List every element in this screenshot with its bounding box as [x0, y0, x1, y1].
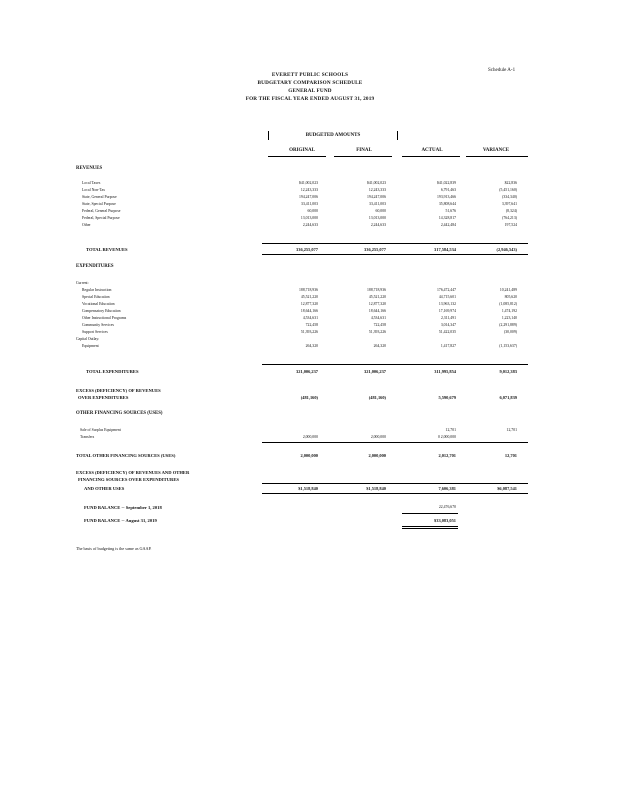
- original-value: $1,518,840: [298, 486, 318, 491]
- final-value: 321,006,237: [364, 369, 386, 374]
- variance-value: 1,223,140: [501, 316, 517, 320]
- column-actual: ACTUAL: [421, 148, 443, 153]
- original-value: 45,521,220: [300, 295, 318, 299]
- row-label: TOTAL OTHER FINANCING SOURCES (USES): [76, 453, 176, 458]
- line-item-row: [0, 288, 618, 295]
- current-heading-row: [0, 281, 618, 288]
- variance-value: 12,701: [504, 453, 517, 458]
- original-value: 2,000,000: [302, 435, 318, 439]
- final-value: 264,320: [373, 344, 386, 348]
- actual-value: 6,791,463: [440, 188, 456, 192]
- subtotal-rule: [402, 513, 458, 514]
- line-item-row: [0, 316, 618, 323]
- variance-value: 805,620: [504, 295, 517, 299]
- line-item-row: [0, 337, 618, 344]
- variance-value: 197,524: [504, 223, 517, 227]
- row-label: Local Non-Tax: [82, 188, 106, 192]
- variance-value: 6,071,839: [499, 395, 517, 400]
- actual-value: 51,422,035: [438, 330, 456, 334]
- actual-value: 0 2,000,000: [437, 435, 456, 439]
- final-value: 336,255,077: [364, 247, 386, 252]
- row-label: EXCESS (DEFICIENCY) OF REVENUES: [76, 388, 161, 393]
- budgeted-amounts-label: BUDGETED AMOUNTS: [268, 131, 398, 140]
- row-label: Vocational Education: [82, 302, 115, 306]
- row-label: TOTAL EXPENDITURES: [86, 369, 139, 374]
- subtotal-rule: [262, 364, 528, 365]
- actual-value: 311,995,854: [434, 369, 456, 374]
- column-original: ORIGINAL: [289, 148, 315, 153]
- variance-value: (5,451,160): [499, 188, 517, 192]
- line-item-row: [0, 209, 618, 216]
- header-fund: GENERAL FUND: [288, 88, 332, 94]
- original-value: $41,002,023: [299, 181, 318, 185]
- final-value: $41,002,023: [367, 181, 386, 185]
- row-label: Support Services: [82, 330, 108, 334]
- total-rule: [402, 526, 458, 527]
- variance-value: (1,085,812): [499, 302, 517, 306]
- row-label: Federal, Special Purpose: [82, 216, 120, 220]
- line-item-row: [0, 330, 618, 337]
- row-label: Other: [82, 223, 91, 227]
- column-final: FINAL: [356, 148, 372, 153]
- revenues-heading: REVENUES: [76, 166, 103, 171]
- variance-value: 12,701: [506, 428, 517, 432]
- line-item-row: [0, 188, 618, 195]
- other-financing-heading: OTHER FINANCING SOURCES (USES): [76, 411, 163, 416]
- line-item-row: [0, 223, 618, 230]
- original-value: 722,458: [305, 323, 318, 327]
- line-item-row: [0, 309, 618, 316]
- column-rule: [334, 156, 392, 157]
- row-label: FINANCING SOURCES OVER EXPENDITURES: [78, 477, 179, 482]
- final-value: 12,243,333: [368, 188, 386, 192]
- final-value: $1,518,840: [366, 486, 386, 491]
- variance-value: 1,474,192: [501, 309, 517, 313]
- final-value: 33,411,003: [369, 202, 386, 206]
- line-item-row: [0, 435, 618, 442]
- row-label: Community Services: [82, 323, 114, 327]
- schedule-reference: Schedule A-1: [488, 68, 516, 73]
- line-item-row: [0, 428, 618, 435]
- line-item-row: [0, 302, 618, 309]
- final-value: 2,000,000: [368, 453, 386, 458]
- row-label: Capital Outlay:: [76, 337, 100, 341]
- row-label: Local Taxes: [82, 181, 101, 185]
- subtotal-rule: [262, 243, 528, 244]
- column-rule: [466, 156, 528, 157]
- row-label: Compensatory Education: [82, 309, 121, 313]
- original-value: 51,393,226: [300, 330, 318, 334]
- original-value: 60,000: [307, 209, 318, 213]
- original-value: 2,000,000: [300, 453, 318, 458]
- final-value: 4,534,631: [370, 316, 386, 320]
- original-value: 12,877,320: [300, 302, 318, 306]
- actual-value: 12,701: [445, 428, 456, 432]
- actual-value: 176,472,447: [437, 288, 456, 292]
- variance-value: 3,397,641: [501, 202, 517, 206]
- actual-value: 13,963,132: [438, 302, 456, 306]
- original-value: 12,243,333: [300, 188, 318, 192]
- variance-value: (2,291,889): [499, 323, 517, 327]
- column-variance: VARIANCE: [482, 148, 510, 153]
- row-label: Other Instructional Programs: [82, 316, 127, 320]
- final-value: 18,644,166: [368, 309, 386, 313]
- footnote: The basis of budgeting is the same as GAAP.: [76, 546, 152, 551]
- final-value: 12,877,320: [368, 302, 386, 306]
- column-rule: [268, 156, 326, 157]
- actual-value: 2,012,701: [438, 453, 456, 458]
- variance-value: (8,324): [505, 209, 517, 213]
- row-label: Special Education: [82, 295, 110, 299]
- row-label: Equipment: [82, 344, 99, 348]
- actual-value: 51,676: [445, 209, 456, 213]
- original-value: 18,644,166: [300, 309, 318, 313]
- row-label: Current:: [76, 281, 89, 285]
- subtotal-rule: [262, 442, 528, 443]
- variance-value: 10,241,489: [499, 288, 517, 292]
- actual-value: 5,590,679: [438, 395, 456, 400]
- line-item-row: [0, 181, 618, 188]
- row-label: Regular Instruction: [82, 288, 112, 292]
- total-rule: [262, 254, 528, 255]
- row-label: State, Special Purpose: [82, 202, 116, 206]
- original-value: 33,411,003: [301, 202, 318, 206]
- header-district: EVERETT PUBLIC SCHOOLS: [271, 72, 349, 78]
- line-item-row: [0, 202, 618, 209]
- actual-value: 2,442,484: [440, 223, 456, 227]
- original-value: 264,320: [305, 344, 318, 348]
- column-rule: [402, 156, 460, 157]
- final-value: 13,013,000: [368, 216, 386, 220]
- row-label: Sale of Surplus Equipment: [80, 428, 121, 432]
- original-value: (481,160): [300, 395, 318, 400]
- final-value: 2,000,000: [370, 435, 386, 439]
- actual-value: $33,083,051: [434, 518, 456, 523]
- actual-value: 2,311,491: [440, 316, 456, 320]
- expenditures-heading: EXPENDITURES: [76, 264, 114, 269]
- final-value: 188,718,936: [367, 288, 386, 292]
- variance-value: (2,946,543): [496, 247, 517, 252]
- variance-value: $22,836: [504, 181, 517, 185]
- variance-value: $6,087,541: [497, 486, 517, 491]
- row-label: Transfers: [80, 435, 95, 439]
- header-period: FOR THE FISCAL YEAR ENDED AUGUST 31, 2019: [245, 96, 375, 102]
- variance-value: (30,009): [504, 330, 517, 334]
- line-item-row: [0, 295, 618, 302]
- row-label: TOTAL REVENUES: [86, 247, 128, 252]
- actual-value: 317,584,534: [434, 247, 456, 252]
- original-value: 194,247,006: [299, 195, 318, 199]
- final-value: 722,458: [373, 323, 386, 327]
- actual-value: 44,715,601: [438, 295, 456, 299]
- original-value: 2,244,633: [302, 223, 318, 227]
- actual-value: 14,328,817: [438, 216, 456, 220]
- original-value: 321,006,237: [296, 369, 318, 374]
- actual-value: 17,169,974: [438, 309, 456, 313]
- total-rule: [402, 528, 458, 529]
- line-item-row: [0, 195, 618, 202]
- variance-value: (334,340): [502, 195, 517, 199]
- line-item-row: [0, 323, 618, 330]
- variance-value: 9,012,383: [499, 369, 517, 374]
- final-value: 45,521,220: [368, 295, 386, 299]
- original-value: 13,013,000: [300, 216, 318, 220]
- actual-value: 22,476,670: [438, 505, 456, 509]
- actual-value: 1,417,827: [440, 344, 456, 348]
- actual-value: 3,014,347: [440, 323, 456, 327]
- final-value: 2,244,633: [370, 223, 386, 227]
- row-label: State, General Purpose: [82, 195, 117, 199]
- header-title: BUDGETARY COMPARISON SCHEDULE: [257, 80, 363, 86]
- row-label: EXCESS (DEFICIENCY) OF REVENUES AND OTHER: [76, 470, 190, 475]
- actual-value: 35,808,644: [438, 202, 456, 206]
- variance-value: (1,153,637): [499, 344, 517, 348]
- subtotal-rule: [262, 483, 528, 484]
- actual-value: 7,606,381: [438, 486, 456, 491]
- row-label: Federal, General Purpose: [82, 209, 121, 213]
- original-value: 4,534,631: [302, 316, 318, 320]
- final-value: 60,000: [375, 209, 386, 213]
- actual-value: 193,913,466: [437, 195, 456, 199]
- actual-value: $41,022,839: [437, 181, 456, 185]
- final-value: (481,160): [368, 395, 386, 400]
- final-value: 194,247,006: [367, 195, 386, 199]
- line-item-row: [0, 216, 618, 223]
- row-label: FUND BALANCE -- September 1, 2018: [84, 505, 162, 510]
- row-label: OVER EXPENDITURES: [78, 395, 129, 400]
- original-value: 188,718,936: [299, 288, 318, 292]
- final-value: 51,393,226: [368, 330, 386, 334]
- line-item-row: [0, 344, 618, 351]
- variance-value: (764,213): [502, 216, 517, 220]
- row-label: FUND BALANCE -- August 31, 2019: [84, 518, 157, 523]
- total-rule: [262, 493, 528, 494]
- original-value: 336,255,077: [296, 247, 318, 252]
- row-label: AND OTHER USES: [84, 486, 125, 491]
